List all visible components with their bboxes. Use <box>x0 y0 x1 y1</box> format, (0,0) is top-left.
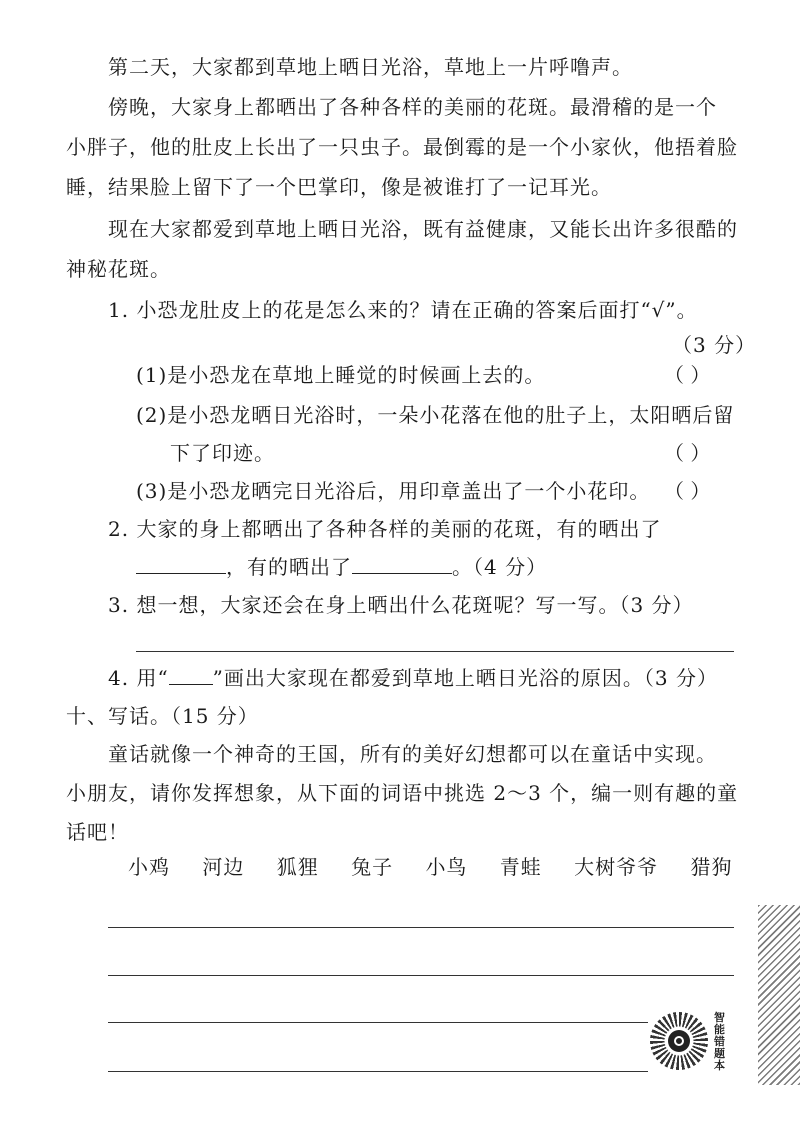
question-1-option-1: (1)是小恐龙在草地上睡觉的时候画上去的。 <box>136 363 546 387</box>
story-line-4: 睡，结果脸上留下了一个巴掌印，像是被谁打了一记耳光。 <box>66 175 612 199</box>
answer-blank-2[interactable] <box>352 551 452 574</box>
question-1-score: （3 分） <box>672 333 757 357</box>
question-3-text: 3. 想一想，大家还会在身上晒出什么花斑呢？写一写。（3 分） <box>108 593 694 617</box>
option-1-answer-paren[interactable]: （ ） <box>664 363 711 387</box>
question-1-text: 1. 小恐龙肚皮上的花是怎么来的？请在正确的答案后面打“√”。 <box>108 298 698 322</box>
writing-line-2[interactable] <box>108 975 734 976</box>
question-1-option-2-line-2: 下了印迹。 <box>170 441 275 465</box>
word-item: 河边 <box>202 855 245 879</box>
story-line-6: 神秘花斑。 <box>66 257 171 281</box>
question-4-text <box>108 663 718 693</box>
writing-instruction-line-2: 小朋友，请你发挥想象，从下面的词语中挑选 2～3 个，编一则有趣的童 <box>66 781 739 805</box>
writing-line-1[interactable] <box>108 927 734 928</box>
word-item: 青蛙 <box>499 855 542 879</box>
option-2-answer-paren[interactable]: （ ） <box>664 441 711 465</box>
word-item: 狐狸 <box>276 855 319 879</box>
question-1-option-2-line-1: (2)是小恐龙晒日光浴时，一朵小花落在他的肚子上，太阳晒后留 <box>136 403 735 427</box>
word-item: 大树爷爷 <box>574 855 659 879</box>
word-item: 猎狗 <box>690 855 733 879</box>
question-2-line-2 <box>136 551 547 582</box>
story-line-2: 傍晚，大家身上都晒出了各种各样的美丽的花斑。最滑稽的是一个 <box>108 95 717 119</box>
edge-hatch-decoration <box>758 905 800 1085</box>
word-item: 兔子 <box>351 855 394 879</box>
story-line-5: 现在大家都爱到草地上晒日光浴，既有益健康，又能长出许多很酷的 <box>108 217 738 241</box>
word-item: 小鸡 <box>128 855 170 879</box>
question-3-answer-line[interactable] <box>136 651 734 652</box>
qr-label: 智能错题本 <box>714 1011 725 1072</box>
answer-blank-1[interactable] <box>136 551 226 574</box>
logo-icon <box>668 1030 690 1052</box>
writing-instruction-line-1: 童话就像一个神奇的王国，所有的美好幻想都可以在童话中实现。 <box>108 742 717 766</box>
story-line-3: 小胖子，他的肚皮上长出了一只虫子。最倒霉的是一个小家伙，他捂着脸 <box>66 135 738 159</box>
underline-sample <box>169 664 213 685</box>
question-4-prefix: 4. 用“ <box>108 666 169 690</box>
question-2-middle: ，有的晒出了 <box>226 555 352 579</box>
question-2-end: 。（4 分） <box>452 555 548 579</box>
question-4-suffix: ”画出大家现在都爱到草地上晒日光浴的原因。（3 分） <box>212 666 718 690</box>
question-2-line-1: 2. 大家的身上都晒出了各种各样的美丽的花斑，有的晒出了 <box>108 517 662 541</box>
word-bank <box>128 852 733 882</box>
qr-code-block[interactable] <box>650 1008 745 1076</box>
writing-line-4[interactable] <box>108 1071 648 1072</box>
writing-line-3[interactable] <box>108 1022 648 1023</box>
writing-instruction-line-3: 话吧！ <box>66 820 129 844</box>
option-3-answer-paren[interactable]: （ ） <box>664 479 711 503</box>
question-1-option-3: (3)是小恐龙晒完日光浴后，用印章盖出了一个小花印。 <box>136 479 651 503</box>
writing-heading: 十、写话。（15 分） <box>66 704 259 728</box>
story-line-1: 第二天，大家都到草地上晒日光浴，草地上一片呼噜声。 <box>108 55 633 79</box>
word-item: 小鸟 <box>425 855 468 879</box>
